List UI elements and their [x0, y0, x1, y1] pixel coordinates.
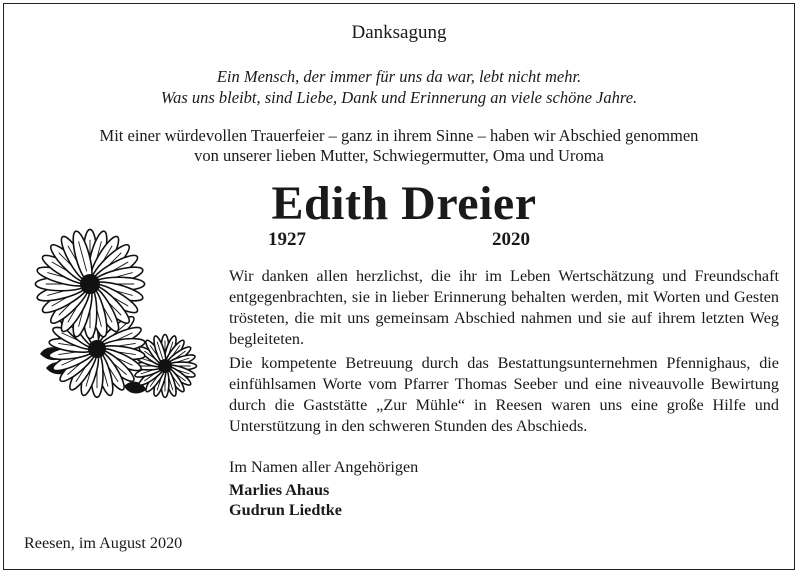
intro-text [4, 126, 794, 166]
intro-line-1: Mit einer würdevollen Trauerfeier – ganz in ihrem Sinne – haben wir Abschied genommen [99, 126, 699, 145]
death-year: 2020 [492, 229, 530, 250]
poem-line-1: Ein Mensch, der immer für uns da war, lebt nicht mehr. [216, 67, 582, 86]
intro-line-2: von unserer lieben Mutter, Schwiegermutter, Oma und Uroma [194, 146, 604, 165]
deceased-name: Edith Dreier [271, 177, 537, 230]
obituary-card [3, 3, 795, 570]
poem-line-2: Was uns bleibt, sind Liebe, Dank und Erinnerung an viele schöne Jahre. [160, 88, 638, 107]
signature-name-2: Gudrun Liedtke [229, 501, 342, 519]
daisy-flowers-icon [32, 226, 212, 411]
acknowledgement-text [229, 266, 779, 440]
heading: Danksagung [351, 22, 447, 43]
birth-year: 1927 [268, 229, 306, 250]
place-date: Reesen, im August 2020 [24, 534, 183, 552]
acknowledgement-paragraph-1: Wir danken allen herzlichst, die ihr im Leben Wertschätzung und Freundschaft entgegenbrachten, sie in lieber Erinnerung behalten werden, mit Worten und Gesten trösteten, die mit uns gemeinsam Abschied nahmen und sie auf ihrem letzten Weg begleiteten. [229, 267, 779, 348]
acknowledgement-paragraph-2: Die kompetente Betreuung durch das Bestattungsunternehmen Pfennighaus, die einfühlsamen Worte vom Pfarrer Thomas Seeber und eine niveauvolle Bewirtung durch die Gaststätte „Zur Mühle“ in Reesen waren uns eine große Hilfe und Unterstützung in den schweren Stunden des Abschieds. [229, 354, 779, 435]
poem [4, 66, 794, 108]
signature-block [229, 457, 418, 520]
signature-name-1: Marlies Ahaus [229, 481, 330, 499]
signature-line: Im Namen aller Angehörigen [229, 458, 419, 476]
